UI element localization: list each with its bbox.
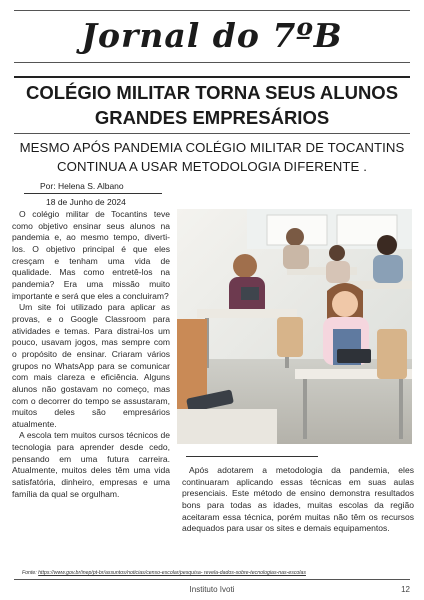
page-number: 12 bbox=[401, 585, 410, 594]
article-paragraph: O colégio militar de Tocantins teve como objetivo ensinar seus alunos na pandemia e, ao mesmo tempo, diverti-los. O objetivo principal é que eles cresçam e tenham uma vida de qualidade. Mas como entretê-los na pandemia? Era uma missão muito importante e será que eles a concluiram? bbox=[12, 209, 170, 301]
footer-rule bbox=[14, 579, 410, 580]
newspaper-masthead: Jornal do 7ºB bbox=[81, 16, 343, 55]
source-citation bbox=[22, 570, 412, 576]
footer-publisher: Instituto Ivoti bbox=[189, 585, 235, 594]
source-link[interactable]: https://www.gov.br/inep/pt-br/assuntos/noticias/censo-escolar/pesquisa- revela-dados-sobre-tecnologias-nas-escolas bbox=[38, 570, 306, 576]
masthead-bottom-rule bbox=[14, 62, 410, 63]
headline-top-rule bbox=[14, 76, 410, 78]
article-paragraph: Após adotarem a metodologia da pandemia, eles continuaram aplicando essas técnicas em suas aulas presenciais. Este método de ensino demonstra resultados bons para todas as idades, muitas escolas da região aceitaram essa técnica, porém muitas não têm os recursos adequados para usar os sites e demais equipamentos. bbox=[182, 465, 414, 534]
column-separator-rule bbox=[186, 456, 318, 457]
article-date: 18 de Junho de 2024 bbox=[46, 197, 126, 207]
masthead-top-rule bbox=[14, 10, 410, 11]
classroom-photo bbox=[177, 209, 412, 444]
article-byline: Por: Helena S. Albano bbox=[40, 181, 124, 191]
article-right-column bbox=[182, 465, 414, 535]
article-subheadline: MESMO APÓS PANDEMIA COLÉGIO MILITAR DE TOCANTINS CONTINUA A USAR METODOLOGIA DIFERENTE . bbox=[19, 140, 405, 174]
byline-rule bbox=[24, 193, 162, 194]
article-headline: COLÉGIO MILITAR TORNA SEUS ALUNOS GRANDES EMPRESÁRIOS bbox=[25, 82, 399, 128]
source-label: Fonte: bbox=[22, 570, 37, 576]
article-left-column bbox=[12, 209, 170, 500]
article-paragraph: Um site foi utilizado para aplicar as provas, e o Google Classroom para atividades e temas. Para distrai-los um pouco, usavam jogos, mas sempre com o propósito de ensinar. Criaram vários grupos no WhatsApp para se comunicar com mais clareza e eficiência. Alguns alunos não gostavam no começo, mas com o decorrer do tempo se assustaram, muitos deles são empresários atualmente. bbox=[12, 302, 170, 429]
headline-bottom-rule bbox=[14, 133, 410, 134]
article-paragraph: A escola tem muitos cursos técnicos de tecnologia para aprender desde cedo, pensando em uma futura carreira. Atualmente, muitos deles têm uma vida satisfatória, dinheiro, empresas e uma família da qual se orgulham. bbox=[12, 430, 170, 499]
